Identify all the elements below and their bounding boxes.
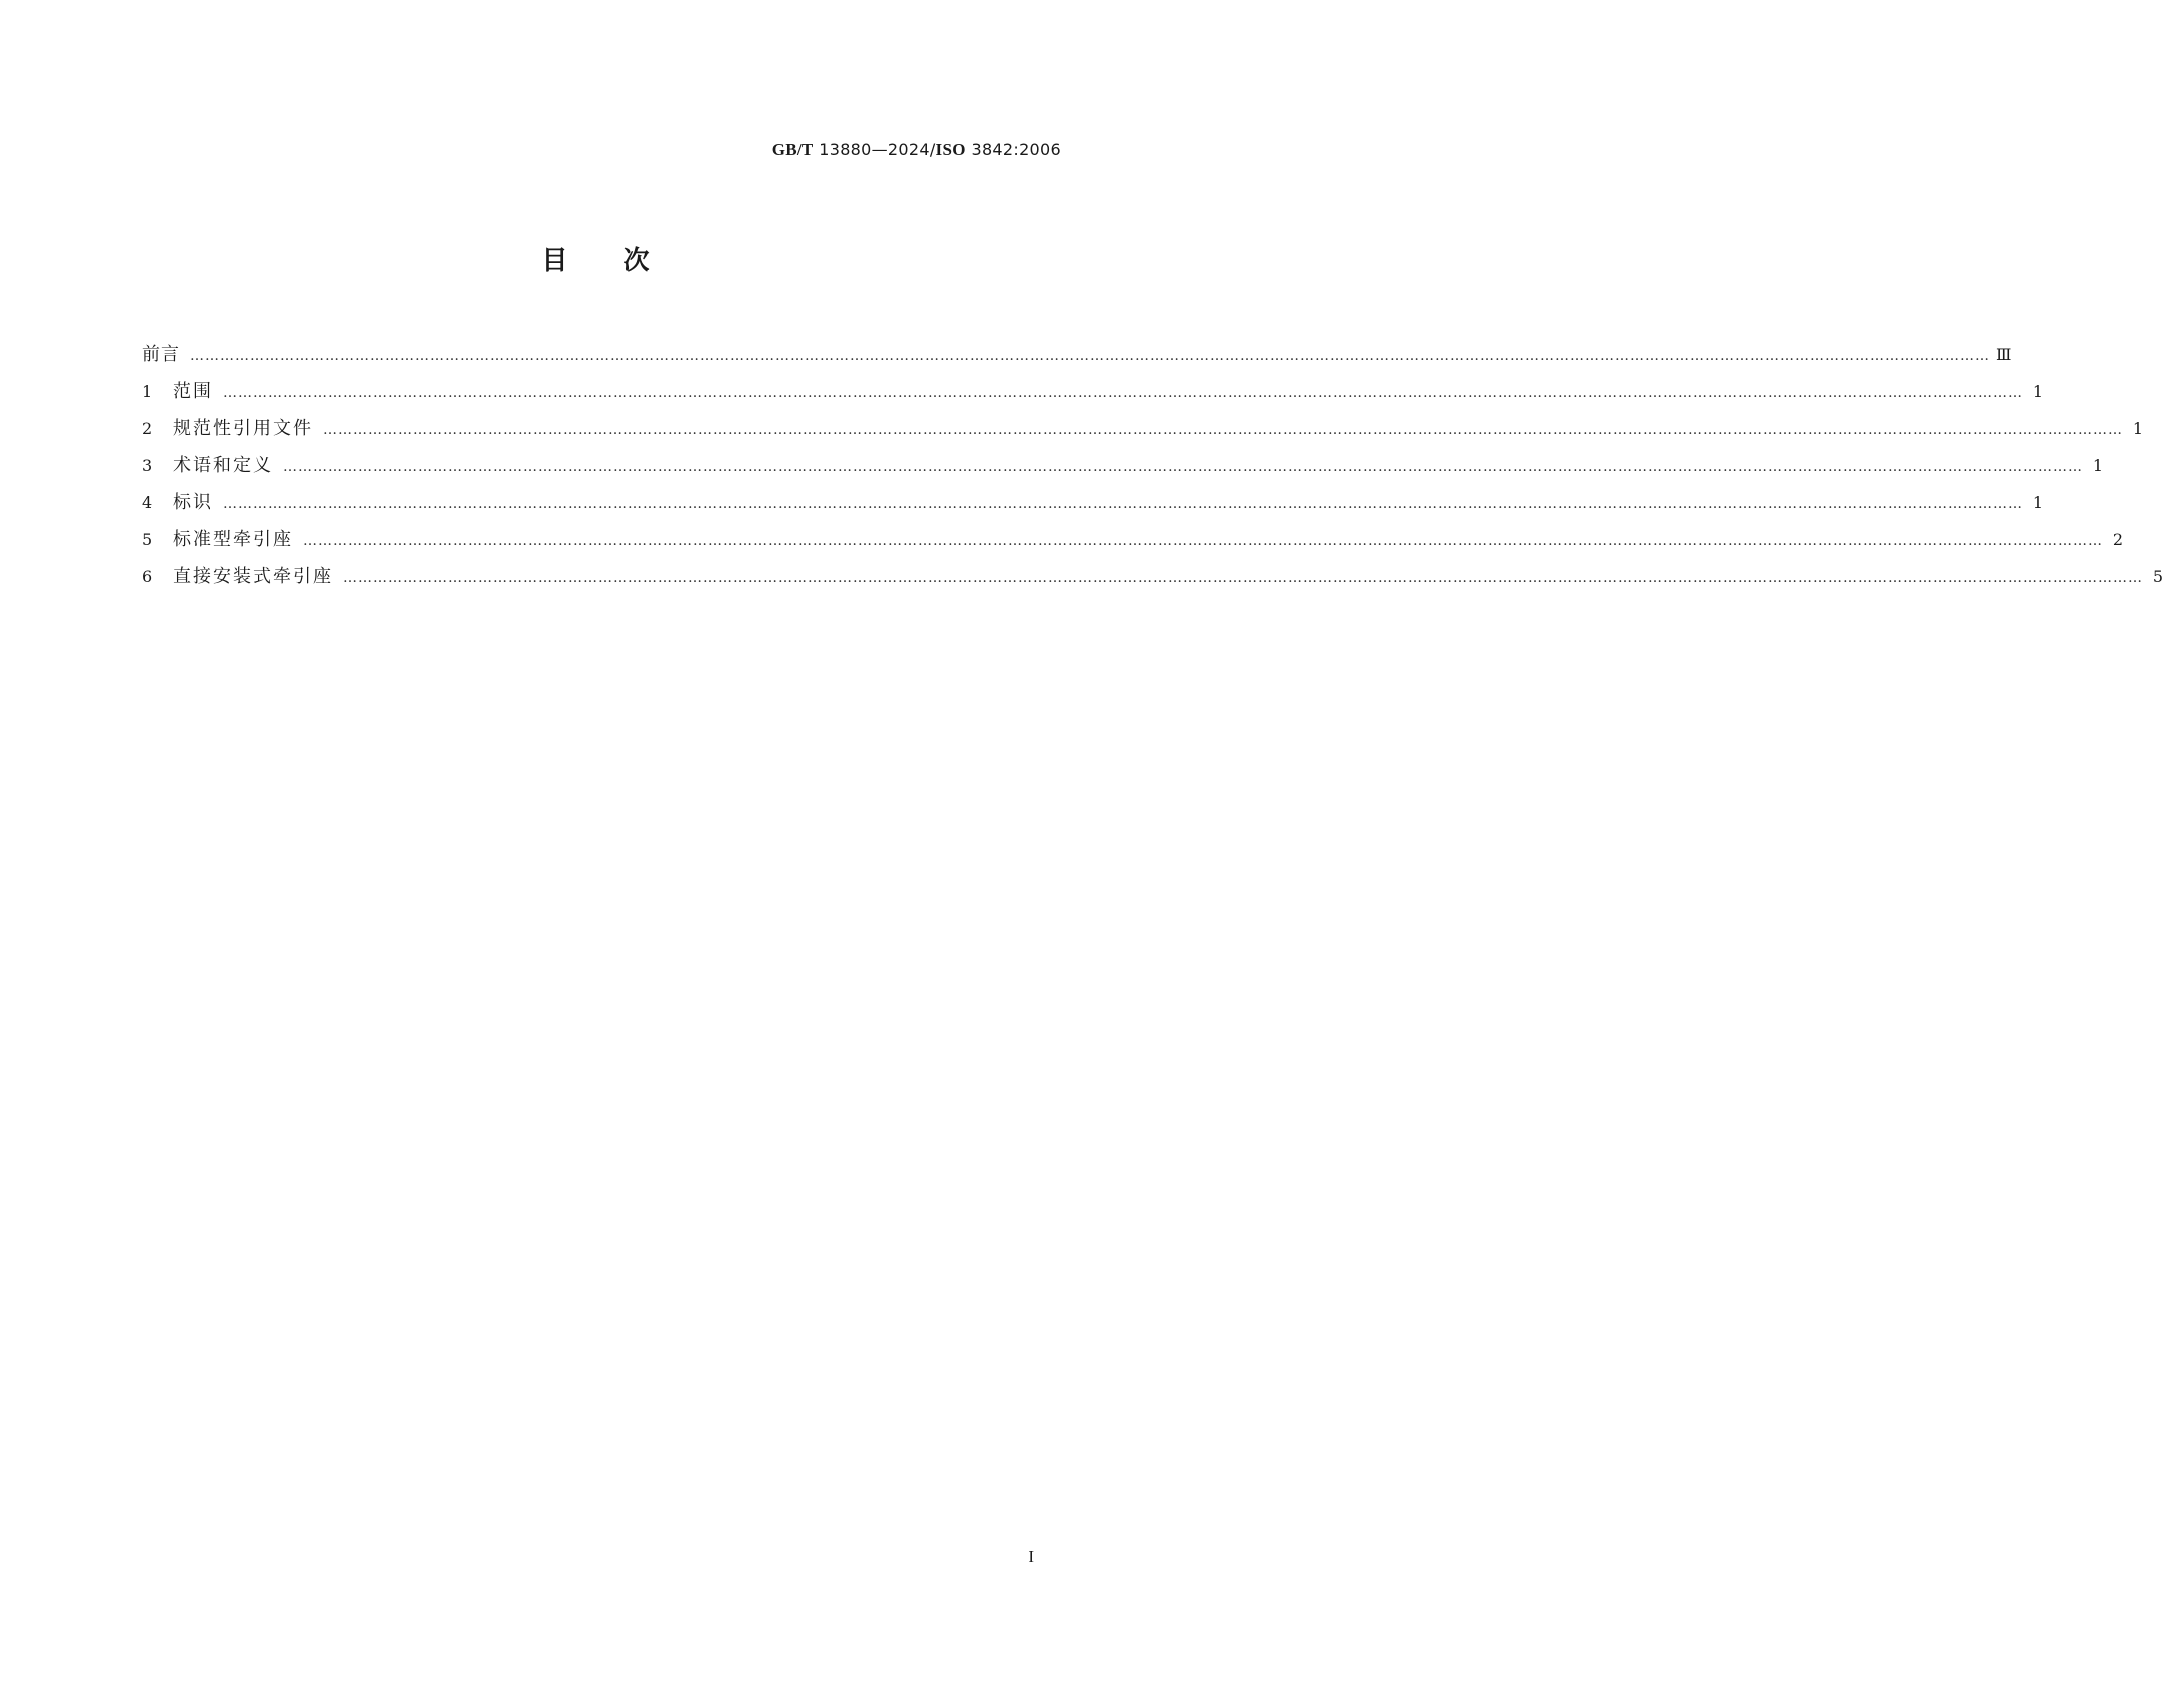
- standard-iso-prefix: ISO: [935, 140, 966, 159]
- toc-leader-dots: ………………………………………………………………………………………………………………………………………………………………………………………………………………………………………………………………………………………………………………………………: [283, 459, 2083, 475]
- toc-entry-number: 3: [142, 456, 153, 475]
- page-title: 目次: [541, 246, 706, 276]
- toc-entry-number: 1: [142, 382, 153, 401]
- toc-leader-dots: ………………………………………………………………………………………………………………………………………………………………………………………………………………………………………………………………………………………………………………………………: [303, 533, 2103, 549]
- toc-entry-label: 术语和定义: [173, 455, 273, 476]
- standard-iso-number: 3842:2006: [971, 140, 1061, 159]
- toc-entry-page: 1: [2092, 456, 2103, 475]
- toc-entry-number: 2: [142, 419, 153, 438]
- toc-entry-page: 5: [2152, 567, 2163, 586]
- toc-entry[interactable]: [142, 377, 2043, 414]
- toc-leader-dots: ………………………………………………………………………………………………………………………………………………………………………………………………………………………………………………………………………………………………………………………………: [223, 385, 2023, 401]
- toc-entry-page: 2: [2112, 530, 2123, 549]
- page-number: I: [1028, 1547, 1034, 1566]
- toc-entry[interactable]: [142, 525, 2123, 562]
- toc-entry[interactable]: [142, 488, 2043, 525]
- toc-entry-page: 1: [2132, 419, 2143, 438]
- toc-entry-number: 6: [142, 567, 153, 586]
- standard-gb-number: 13880—2024/: [819, 140, 936, 159]
- toc-leader-dots: ………………………………………………………………………………………………………………………………………………………………………………………………………………………………………………………………………………………………………………………………: [323, 422, 2123, 438]
- toc-entry-number: 5: [142, 530, 153, 549]
- toc-entry[interactable]: [142, 562, 2163, 599]
- toc-entry-label: 标准型牵引座: [173, 529, 293, 550]
- toc-entry[interactable]: [142, 414, 2143, 451]
- toc-entry-page: Ⅲ: [1996, 345, 2012, 364]
- toc-entry[interactable]: [142, 340, 2012, 377]
- toc-leader-dots: ………………………………………………………………………………………………………………………………………………………………………………………………………………………………………………………………………………………………………………………………: [223, 496, 2023, 512]
- toc-leader-dots: ………………………………………………………………………………………………………………………………………………………………………………………………………………………………………………………………………………………………………………………………: [343, 570, 2143, 586]
- toc-entry-label: 直接安装式牵引座: [173, 566, 333, 587]
- toc-entry-label: 前言: [142, 344, 180, 365]
- toc-entry-label: 标识: [173, 492, 213, 513]
- standard-gb-prefix: GB/T: [771, 140, 814, 159]
- toc-entry-label: 范围: [173, 381, 213, 402]
- standard-code-header: [772, 140, 1061, 160]
- toc-entry-label: 规范性引用文件: [173, 418, 313, 439]
- toc-entry-number: 4: [142, 493, 153, 512]
- toc-leader-dots: ………………………………………………………………………………………………………………………………………………………………………………………………………………………………………………………………………………………………………………………………: [190, 348, 1990, 364]
- toc-entry[interactable]: [142, 451, 2103, 488]
- toc-entry-page: 1: [2032, 493, 2043, 512]
- table-of-contents: [142, 340, 2163, 599]
- toc-entry-page: 1: [2032, 382, 2043, 401]
